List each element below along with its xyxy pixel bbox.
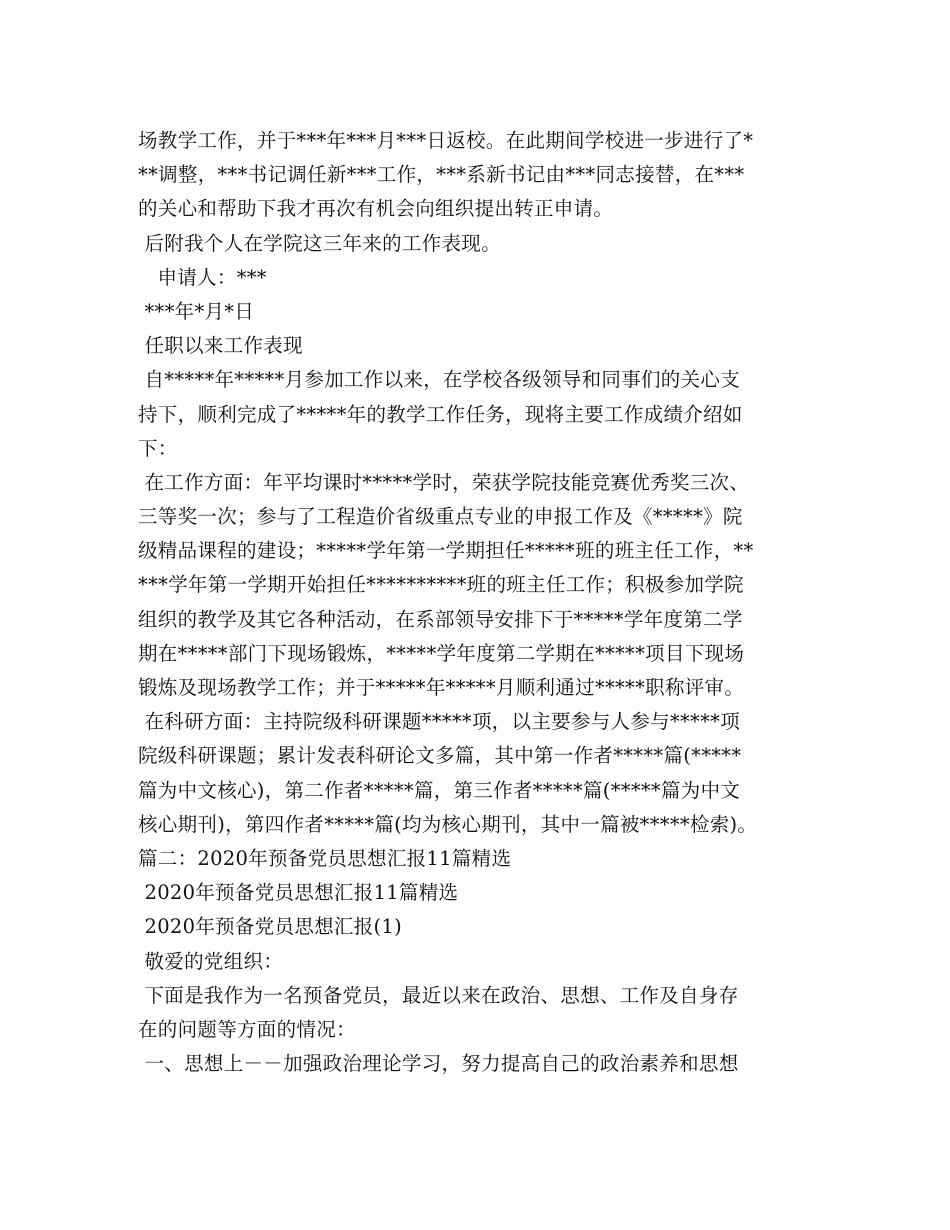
text-line: 自*****年*****月参加工作以来，在学校各级领导和同事们的关心支	[138, 368, 740, 392]
text-line: 后附我个人在学院这三年来的工作表现。	[138, 231, 501, 255]
article-title: 2020年预备党员思想汇报11篇精选	[138, 881, 459, 905]
text-line: 在科研方面：主持院级科研课题*****项，以主要参与人参与*****项	[138, 710, 740, 734]
text-line: ***学年第一学期开始担任**********班的班主任工作；积极参加学院	[138, 573, 744, 597]
text-line: 组织的教学及其它各种活动，在系部领导安排下于*****学年度第二学	[138, 607, 743, 631]
text-line: 院级科研课题；累计发表科研论文多篇，其中第一作者*****篇(*****	[138, 744, 742, 768]
text-line: 锻炼及现场教学工作；并于*****年*****月顺利通过*****职称评审。	[138, 676, 745, 699]
text-line: 核心期刊)，第四作者*****篇(均为核心期刊，其中一篇被*****检索)。	[138, 812, 758, 836]
text-line: 三等奖一次；参与了工程造价省级重点专业的申报工作及《*****》院	[138, 505, 743, 529]
article-heading: 篇二：2020年预备党员思想汇报11篇精选	[138, 846, 512, 870]
text-line: 一、思想上－－加强政治理论学习，努力提高自己的政治素养和思想	[138, 1052, 739, 1076]
text-line: 篇为中文核心)，第二作者*****篇，第三作者*****篇(*****篇为中文	[138, 778, 741, 802]
text-line: 持下，顺利完成了*****年的教学工作任务，现将主要工作成绩介绍如	[138, 402, 743, 426]
text-line: 期在*****部门下现场锻炼，*****学年度第二学期在*****项目下现场	[138, 641, 745, 665]
text-line: 场教学工作，并于***年***月***日返校。在此期间学校进一步进行了*	[138, 129, 754, 152]
text-line: 在工作方面：年平均课时*****学时，荣获学院技能竞赛优秀奖三次、	[138, 470, 750, 494]
text-line: 下：	[138, 436, 178, 460]
date-line: ***年*月*日	[138, 299, 255, 323]
text-line: 在的问题等方面的情况：	[138, 1017, 356, 1041]
text-line: 的关心和帮助下我才再次有机会向组织提出转正申请。	[138, 197, 614, 221]
text-line: 下面是我作为一名预备党员，最近以来在政治、思想、工作及自身存	[138, 983, 739, 1007]
document-page	[138, 124, 816, 1081]
section-heading: 任职以来工作表现	[138, 334, 303, 358]
text-line: 级精品课程的建设；*****学年第一学期担任*****班的班主任工作，**	[138, 539, 754, 563]
text-line: **调整，***书记调任新***工作，***系新书记由***同志接替，在***	[138, 163, 745, 187]
salutation: 敬爱的党组织：	[138, 949, 284, 973]
article-subtitle: 2020年预备党员思想汇报(1)	[138, 915, 403, 939]
applicant-line: 申请人：***	[138, 265, 267, 289]
